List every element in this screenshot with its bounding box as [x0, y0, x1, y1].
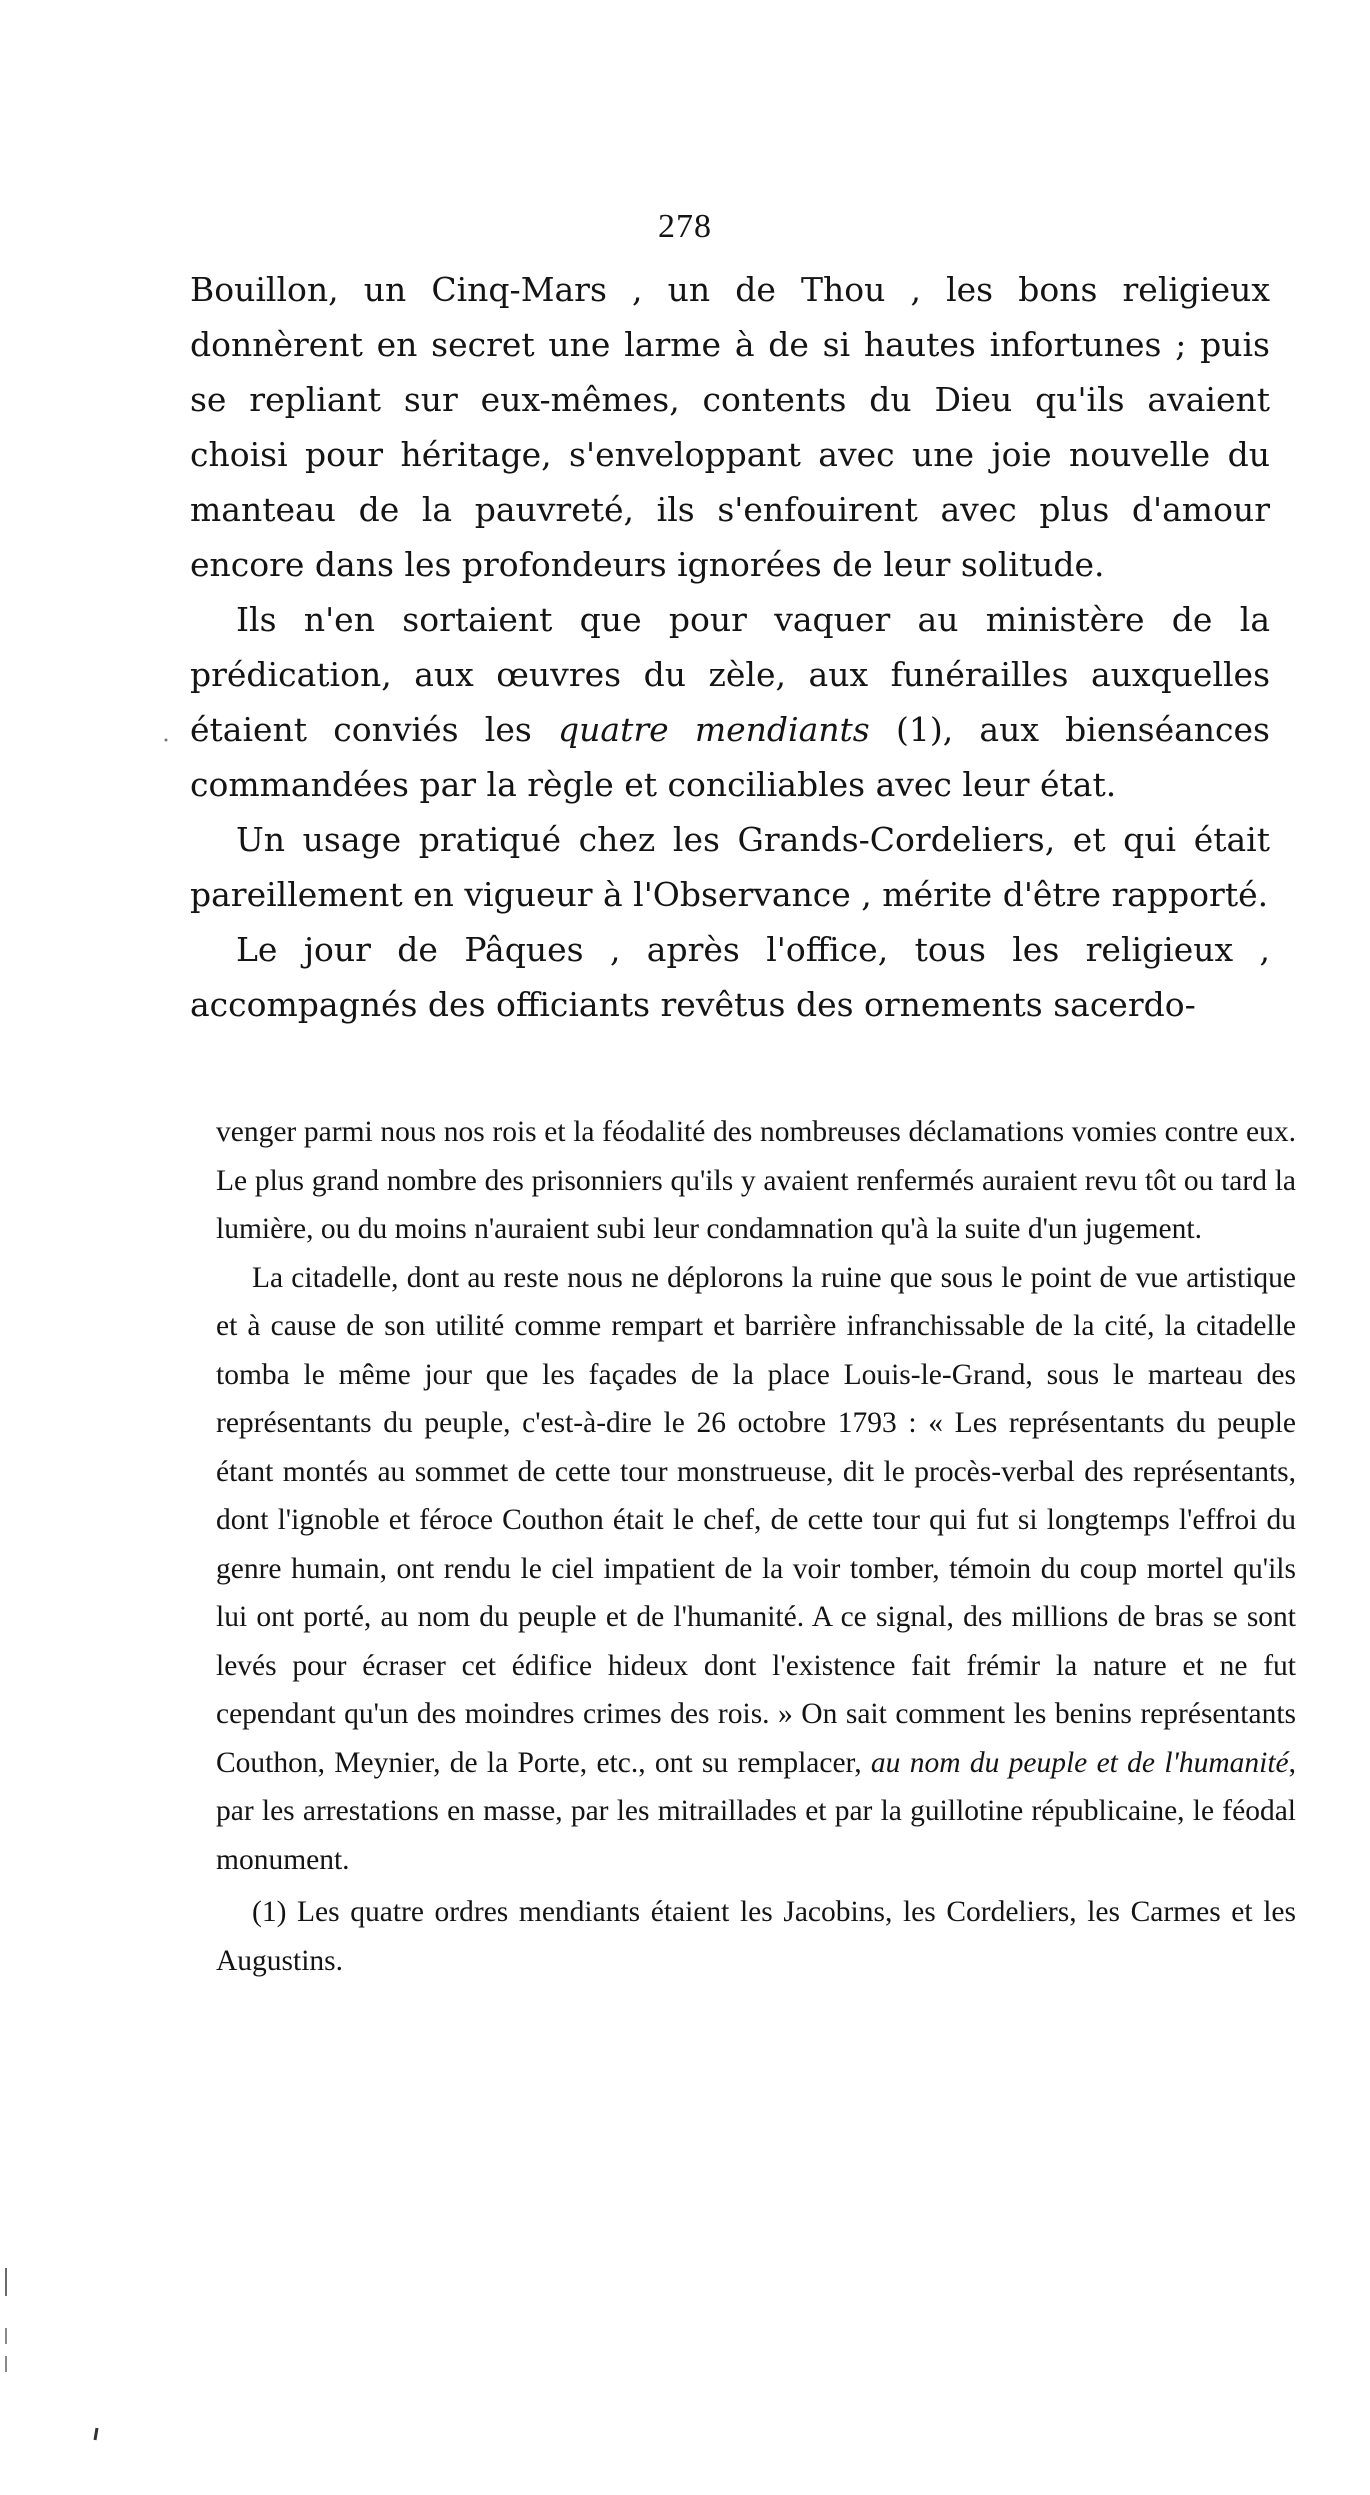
- paragraph-2-end: (1), aux bienséances commandées par la règle et conciliables avec leur état.: [190, 710, 1270, 804]
- ink-speck: [165, 739, 168, 742]
- ink-speck: [95, 2428, 97, 2440]
- note-citadelle-start: La citadelle, dont au reste nous ne déplorons la ruine que sous le point de vue artistique et à cause de son utilité comme rempart et barrière infranchissable de la cité, la citadelle tomba le même jour que les façades de la place Louis-le-Grand, sous le marteau des représentants du peuple, c'est-à-dire le 26 octobre 1793 : « Les représentants du peuple étant montés au sommet de cette tour monstrueuse, dit le procès-verbal des représentants, dont l'ignoble et féroce Couthon était le chef, de cette tour qui fut si longtemps l'effroi du genre humain, ont rendu le ciel impatient de la voir tomber, témoin du coup mortel qu'ils lui ont porté, au nom du peuple et de l'humanité. A ce signal, des millions de bras se sont levés pour écraser cet édifice hideux dont l'existence fait frémir la nature et ne fut cependant qu'un des moindres crimes des rois. » On sait comment les benins représentants Couthon, Meynier, de la Porte, etc., ont su remplacer,: [216, 1261, 1296, 1779]
- page-number: 278: [658, 208, 712, 245]
- footnote-1: (1) Les quatre ordres mendiants étaient les Jacobins, les Cordeliers, les Carmes et les Augustins.: [216, 1896, 1296, 1977]
- paragraph-4: Le jour de Pâques , après l'office, tous les religieux , accompagnés des officiants revêtus des ornements sacerdo-: [190, 930, 1270, 1024]
- note-citadelle-end: , par les arrestations en masse, par les mitraillades et par la guillotine républicaine, le féodal monument.: [216, 1746, 1296, 1876]
- paragraph-2-start: Ils n'en sortaient que pour vaquer au ministère de la prédication, aux œuvres du zèle, aux funérailles auxquelles étaient conviés les: [190, 600, 1270, 749]
- note-continuation: venger parmi nous nos rois et la féodalité des nombreuses déclamations vomies contre eux. Le plus grand nombre des prisonniers qu'ils y avaient renfermés auraient revu tôt ou tard la lumière, ou du moins n'auraient subi leur condamnation qu'à la suite d'un jugement.: [216, 1116, 1296, 1245]
- paragraph-2-italic: quatre mendiants: [558, 710, 870, 749]
- paragraph-1: Bouillon, un Cinq-Mars , un de Thou , les bons religieux donnèrent en secret une larme à de si hautes infortunes ; puis se repliant sur eux-mêmes, contents du Dieu qu'ils avaient choisi pour héritage, s'enveloppant avec une joie nouvelle du manteau de la pauvreté, ils s'enfouirent avec plus d'amour encore dans les profondeurs ignorées de leur solitude.: [190, 270, 1270, 584]
- paragraph-3: Un usage pratiqué chez les Grands-Cordeliers, et qui était pareillement en vigueur à l'Observance , mérite d'être rapporté.: [190, 820, 1270, 914]
- note-citadelle-italic: au nom du peuple et de l'humanité: [870, 1746, 1289, 1779]
